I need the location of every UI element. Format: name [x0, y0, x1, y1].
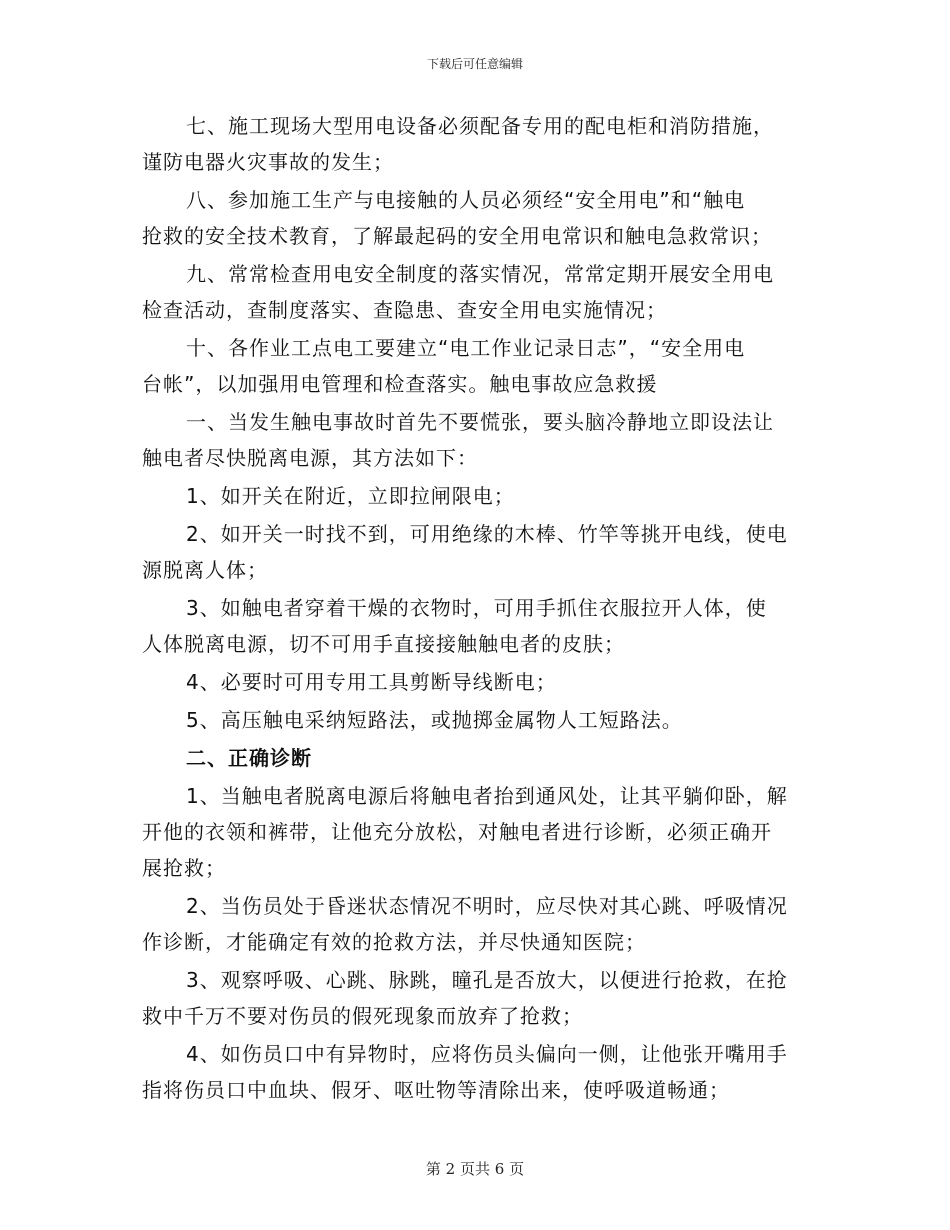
text-line: 八、参加施工生产与电接触的人员必须经“安全用电”和“触电 [186, 188, 746, 212]
text-line: 台帐”，以加强用电管理和检查落实。触电事故应急救援 [142, 372, 658, 396]
document-body [142, 108, 812, 1110]
text-line: 人体脱离电源，切不可用手直接接触触电者的皮肤； [142, 632, 625, 656]
text-line: 5、高压触电采纳短路法，或抛掷金属物人工短路法。 [186, 708, 683, 732]
paragraph [142, 1036, 812, 1108]
paragraph [142, 778, 812, 886]
text-line: 触电者尽快脱离电源，其方法如下： [142, 446, 478, 470]
text-line: 展抢救； [142, 856, 226, 880]
paragraph [142, 888, 812, 960]
text-line: 十、各作业工点电工要建立“电工作业记录日志”，“安全用电 [186, 336, 746, 360]
text-line: 源脱离人体； [142, 558, 268, 582]
text-line: 抢救的安全技术教育，了解最起码的安全用电常识和触电急救常识； [142, 224, 772, 248]
paragraph [142, 404, 812, 476]
paragraph [142, 962, 812, 1034]
text-line: 检查活动，查制度落实、查隐患、查安全用电实施情况； [142, 298, 667, 322]
text-line: 救中千万不要对伤员的假死现象而放弃了抢救； [142, 1004, 583, 1028]
text-line: 二、正确诊断 [186, 746, 312, 770]
paragraph [142, 516, 812, 588]
paragraph [142, 108, 812, 180]
text-line: 开他的衣领和裤带，让他充分放松，对触电者进行诊断，必须正确开 [142, 820, 772, 844]
text-line: 1、如开关在附近，立即拉闸限电； [186, 484, 515, 508]
paragraph [142, 478, 812, 514]
text-line: 一、当发生触电事故时首先不要慌张，要头脑冷静地立即设法让 [186, 410, 774, 434]
paragraph [142, 590, 812, 662]
page-header: 下载后可任意编辑 [426, 57, 523, 71]
paragraph [142, 330, 812, 402]
text-line: 谨防电器火灾事故的发生； [142, 150, 394, 174]
page-footer: 第 2 页共 6 页 [425, 1160, 525, 1178]
text-line: 2、当伤员处于昏迷状态情况不明时，应尽快对其心跳、呼吸情况 [186, 894, 788, 918]
text-line: 3、如触电者穿着干燥的衣物时，可用手抓住衣服拉开人体，使 [186, 596, 767, 620]
text-line: 作诊断，才能确定有效的抢救方法，并尽快通知医院； [142, 930, 646, 954]
text-line: 七、施工现场大型用电设备必须配备专用的配电柜和消防措施， [186, 114, 774, 138]
text-line: 3、观察呼吸、心跳、脉跳，瞳孔是否放大，以便进行抢救，在抢 [186, 968, 788, 992]
section-heading [142, 740, 812, 776]
text-line: 2、如开关一时找不到，可用绝缘的木棒、竹竿等挑开电线，使电 [186, 522, 788, 546]
text-line: 1、当触电者脱离电源后将触电者抬到通风处，让其平躺仰卧，解 [186, 784, 788, 808]
paragraph [142, 182, 812, 254]
text-line: 4、必要时可用专用工具剪断导线断电； [186, 670, 557, 694]
text-line: 九、常常检查用电安全制度的落实情况，常常定期开展安全用电 [186, 262, 774, 286]
paragraph [142, 256, 812, 328]
text-line: 4、如伤员口中有异物时，应将伤员头偏向一侧，让他张开嘴用手 [186, 1042, 788, 1066]
text-line: 指将伤员口中血块、假牙、呕吐物等清除出来，使呼吸道畅通； [142, 1078, 730, 1102]
paragraph [142, 702, 812, 738]
paragraph [142, 664, 812, 700]
